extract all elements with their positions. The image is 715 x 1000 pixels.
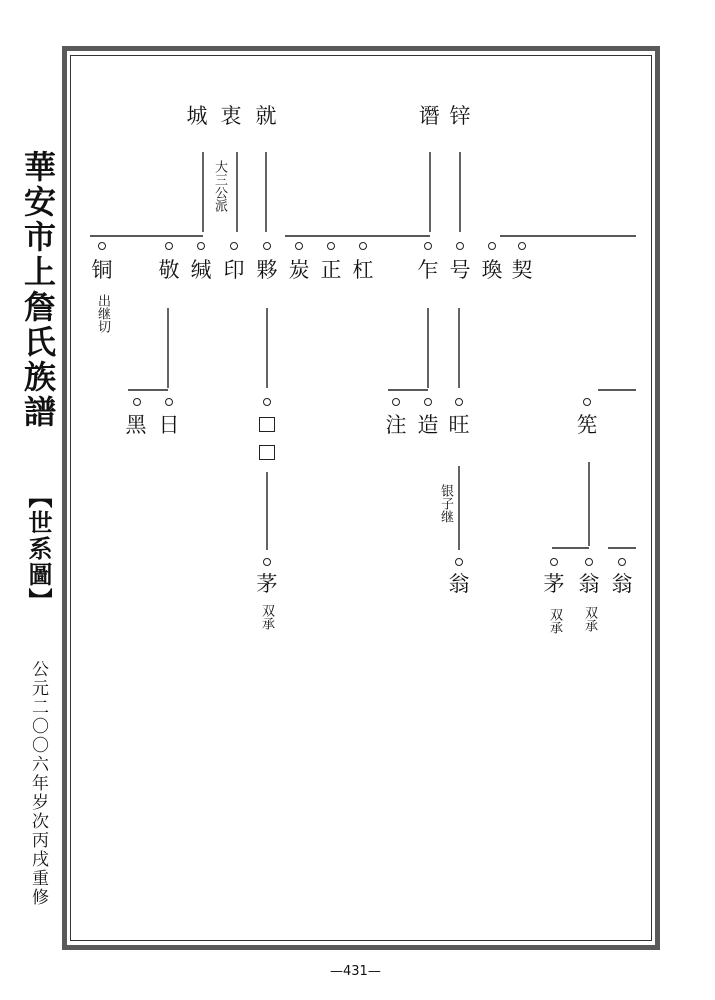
- marker-huan: [488, 242, 496, 250]
- note-shuang-3: 双承: [582, 606, 597, 632]
- marker-wang: [455, 398, 463, 406]
- name-wen-right1: 翁: [578, 572, 600, 596]
- name-ri: 日: [158, 413, 180, 437]
- section-label: 【世系圖】: [24, 484, 53, 614]
- revision-date: 公元二〇〇六年岁次丙戌重修: [28, 660, 48, 907]
- name-wen-mid: 翁: [448, 572, 470, 596]
- name-tong: 铜: [91, 258, 113, 282]
- page-number: —431—: [330, 964, 381, 979]
- marker-yin: [230, 242, 238, 250]
- unknown-name-box-1: [259, 417, 275, 432]
- name-yin: 印: [223, 258, 245, 282]
- name-cheng: 城: [186, 104, 208, 128]
- name-qi: 契: [511, 258, 533, 282]
- name-hao: 号: [449, 258, 471, 282]
- marker-qi: [518, 242, 526, 250]
- marker-wen-right2: [618, 558, 626, 566]
- note-yinzi: 银子继: [438, 484, 453, 523]
- note-chuji: 出继切: [95, 294, 110, 333]
- name-zheng: 正: [320, 258, 342, 282]
- marker-mao-right: [550, 558, 558, 566]
- marker-wen-right1: [585, 558, 593, 566]
- marker-hao: [456, 242, 464, 250]
- book-title: 華安市上詹氏族譜: [19, 150, 57, 430]
- note-dasan: 大三公派: [212, 160, 227, 212]
- marker-zheng: [327, 242, 335, 250]
- name-mao-right: 茅: [543, 572, 565, 596]
- name-zhu: 注: [385, 413, 407, 437]
- marker-mao-mid: [263, 558, 271, 566]
- name-bei: 锌: [449, 104, 471, 128]
- marker-xian: [583, 398, 591, 406]
- name-huo: 夥: [256, 258, 278, 282]
- unknown-name-box-2: [259, 445, 275, 460]
- name-wen-right2: 翁: [611, 572, 633, 596]
- name-zhong: 衷: [220, 104, 242, 128]
- marker-hei: [133, 398, 141, 406]
- name-huan: 瑍: [481, 258, 503, 282]
- name-zha: 乍: [417, 258, 439, 282]
- name-hei: 黑: [125, 413, 147, 437]
- name-jian: 缄: [190, 258, 212, 282]
- marker-tong: [98, 242, 106, 250]
- marker-gang: [359, 242, 367, 250]
- note-shuang-1: 双承: [259, 604, 274, 630]
- marker-zao: [424, 398, 432, 406]
- name-qian: 谮: [418, 104, 440, 128]
- marker-zha: [424, 242, 432, 250]
- marker-jing: [165, 242, 173, 250]
- marker-ri: [165, 398, 173, 406]
- name-wang: 旺: [448, 413, 470, 437]
- name-jing: 敬: [158, 258, 180, 282]
- name-zao: 造: [417, 413, 439, 437]
- marker-huo: [263, 242, 271, 250]
- name-mao-mid: 茅: [256, 572, 278, 596]
- name-jiu: 就: [255, 104, 277, 128]
- name-tan: 炭: [288, 258, 310, 282]
- note-shuang-2: 双承: [547, 608, 562, 634]
- marker-wen-mid: [455, 558, 463, 566]
- marker-zhu: [392, 398, 400, 406]
- name-xian: 筅: [576, 413, 598, 437]
- marker-tan: [295, 242, 303, 250]
- marker-sq1: [263, 398, 271, 406]
- name-gang: 杠: [352, 258, 374, 282]
- marker-jian: [197, 242, 205, 250]
